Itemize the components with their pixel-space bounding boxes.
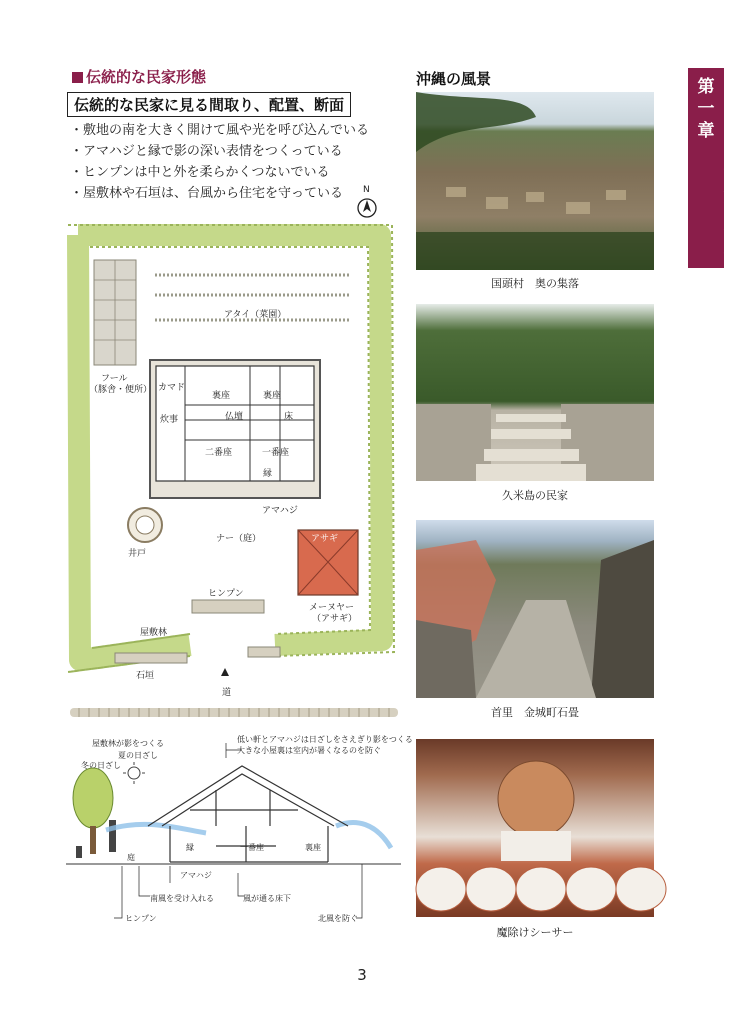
nibanza-label: 二番座 bbox=[205, 448, 233, 458]
en-label: 縁 bbox=[263, 469, 273, 479]
photo-shisa bbox=[416, 739, 654, 917]
photo-village bbox=[416, 92, 654, 270]
caption-kumejima: 久米島の民家 bbox=[502, 489, 568, 502]
caption-shisa: 魔除けシーサー bbox=[496, 926, 574, 939]
asagi-label: アサギ bbox=[311, 534, 339, 544]
section-title bbox=[72, 66, 206, 87]
butsudan-label: 仏壇 bbox=[225, 412, 244, 422]
meenuya-sub-label: （アサギ） bbox=[312, 614, 358, 624]
south-wind-label: 南風を受け入れる bbox=[150, 894, 214, 903]
bullet-item: ・ アマハジと縁で影の深い表情をつくっている bbox=[70, 141, 369, 162]
section-ichibanza-label: 一番座 bbox=[240, 843, 264, 852]
under-floor-label: 風が通る床下 bbox=[243, 894, 291, 903]
page-number: 3 bbox=[357, 966, 367, 984]
kamado-label: カマド bbox=[158, 383, 186, 393]
photo-stone-pavement bbox=[416, 520, 654, 698]
fuuru-sub-label: （豚舎・便所） bbox=[89, 385, 153, 395]
uraza-label-2: 裏座 bbox=[263, 391, 282, 401]
chapter-label bbox=[688, 76, 724, 142]
tree-icon bbox=[73, 768, 113, 828]
section-hinpun-label: ヒンプン bbox=[125, 914, 157, 923]
north-label: N bbox=[363, 185, 370, 195]
atai-label: アタイ（菜園） bbox=[224, 310, 287, 320]
right-title: 沖縄の風景 bbox=[416, 70, 492, 88]
ichibanza-label: 一番座 bbox=[262, 448, 290, 458]
hinpun-label: ヒンプン bbox=[208, 589, 244, 599]
section-niwa-label: 庭 bbox=[127, 853, 135, 862]
section-title-text: 伝統的な民家形態 bbox=[86, 68, 207, 86]
photo-kumejima-house bbox=[416, 304, 654, 481]
suiji-label: 炊事 bbox=[160, 415, 179, 425]
caption-village: 国頭村 奥の集落 bbox=[491, 277, 579, 290]
amahaji-label: アマハジ bbox=[262, 506, 298, 516]
sun-icon bbox=[128, 767, 140, 779]
section-note-3: 大きな小屋裏は室内が暑くなるのを防ぐ bbox=[237, 746, 381, 755]
shisa-icon bbox=[498, 761, 574, 837]
caption-stone-pavement: 首里 金城町石畳 bbox=[491, 706, 579, 719]
north-wind-label: 北風を防ぐ bbox=[318, 914, 358, 923]
uraza-label-1: 裏座 bbox=[212, 391, 231, 401]
bullet-item: ・ 敷地の南を大きく開けて風や光を呼び込んでいる bbox=[70, 120, 369, 141]
section-note-1: 屋敷林が影をつくる bbox=[92, 739, 164, 748]
winter-sun-label: 冬の日ざし bbox=[81, 761, 121, 770]
summer-sun-label: 夏の日ざし bbox=[118, 751, 158, 760]
ishigaki-label: 石垣 bbox=[136, 671, 155, 681]
meenuya-label: メーヌヤー bbox=[309, 603, 355, 613]
hinpun-wall bbox=[192, 600, 264, 613]
stone-divider bbox=[70, 708, 398, 717]
ido-label: 井戸 bbox=[128, 549, 147, 559]
naa-label: ナー（庭） bbox=[216, 534, 262, 544]
michi-label: 道 bbox=[222, 688, 232, 698]
yashikirin-label: 屋敷林 bbox=[140, 628, 168, 638]
chapter-subtitle: 沖縄の風土・自然条件 bbox=[722, 148, 735, 258]
fuuru-label: フール bbox=[101, 374, 128, 384]
chapter-tab bbox=[688, 68, 735, 268]
section-uraza-label: 裏座 bbox=[305, 843, 321, 852]
road-arrow-icon bbox=[221, 668, 229, 676]
section-amahaji-label: アマハジ bbox=[180, 871, 212, 880]
square-bullet-icon bbox=[72, 72, 83, 83]
chapter-label-text: 第一章 bbox=[697, 77, 715, 141]
bullet-item: ・ ヒンプンは中と外を柔らかくつないでいる bbox=[70, 162, 369, 183]
toko-label: 床 bbox=[284, 412, 294, 422]
section-note-2: 低い軒とアマハジは日ざしをさえぎり影をつくる bbox=[237, 735, 413, 744]
section-en-label: 縁 bbox=[186, 843, 194, 852]
ishigaki-wall bbox=[115, 653, 187, 663]
subheading: 伝統的な民家に見る間取り、配置、断面 bbox=[67, 92, 351, 117]
bullet-item: ・ 屋敷林や石垣は、台風から住宅を守っている bbox=[70, 183, 369, 204]
